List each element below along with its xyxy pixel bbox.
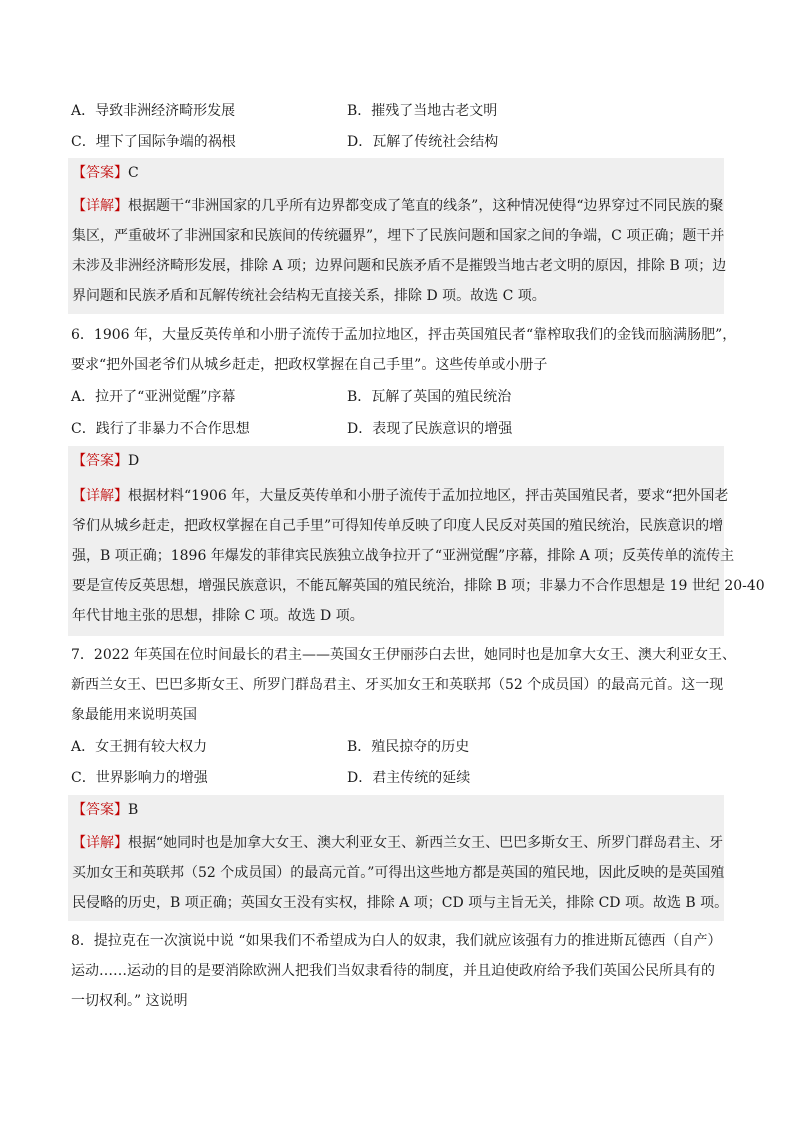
q5-option-c: C．埋下了国际争端的祸根 <box>71 134 236 150</box>
q6-detail-line: 强，B 项正确；1896 年爆发的菲律宾民族独立战争拉开了“亚洲觉醒”序幕，排除 A 项；反英传单的流传主 <box>72 548 735 564</box>
q6-detail-tag: 【详解】 <box>72 488 128 504</box>
q5-detail <box>68 188 727 314</box>
q7-option-c: C．世界影响力的增强 <box>71 770 208 786</box>
q5-detail-tag: 【详解】 <box>72 198 128 214</box>
q7-stem-line: 新西兰女王、巴巴多斯女王、所罗门群岛君主、牙买加女王和英联邦（52 个成员国）的最高元首。这一现 <box>71 677 724 693</box>
q5-detail-line: 界问题和民族矛盾和瓦解传统社会结构无直接关系，排除 D 项。故选 C 项。 <box>72 288 546 304</box>
q6-stem-line: 要求“把外国老爷们从城乡赶走，把政权掌握在自己手里”。这些传单或小册子 <box>71 357 548 373</box>
q5-option-b: B．摧残了当地古老文明 <box>347 103 498 119</box>
q5-answer-value: C <box>128 165 139 181</box>
q7-options-row-1 <box>71 735 731 759</box>
q6-detail-line: 年代甘地主张的思想，排除 C 项。故选 D 项。 <box>72 608 364 624</box>
q5-detail-line: 根据题干“非洲国家的几乎所有边界都变成了笔直的线条”，这种情况使得“边界穿过不同民族的聚 <box>128 198 724 214</box>
q6-option-a: A．拉开了“亚洲觉醒”序幕 <box>71 389 236 405</box>
q6-option-b: B．瓦解了英国的殖民统治 <box>347 389 512 405</box>
q7-detail-line: 买加女王和英联邦（52 个成员国）的最高元首。”可得出这些地方都是英国的殖民地，因此反映的是英国殖 <box>72 865 725 881</box>
q7-stem-line: 象最能用来说明英国 <box>71 707 197 723</box>
q5-options-row-2 <box>71 130 731 154</box>
q7-option-d: D．君主传统的延续 <box>347 770 471 786</box>
q5-answer-tag: 【答案】 <box>72 165 128 181</box>
q6-stem <box>71 320 737 380</box>
q5-detail-line: 未涉及非洲经济畸形发展，排除 A 项；边界问题和民族矛盾不是摧毁当地古老文明的原因，排除 B 项；边 <box>72 258 727 274</box>
q6-detail-line: 爷们从城乡赶走，把政权掌握在自己手里”可得知传单反映了印度人民反对英国的殖民统治，民族意识的增 <box>72 518 724 534</box>
q7-option-b: B．殖民掠夺的历史 <box>347 739 470 755</box>
q7-stem-line: 7．2022 年英国在位时间最长的君主——英国女王伊丽莎白去世，她同时也是加拿大女王、澳大利亚女王、 <box>71 647 736 663</box>
q7-answer <box>68 795 724 825</box>
q8-stem <box>71 926 727 1016</box>
q6-option-c: C．践行了非暴力不合作思想 <box>71 421 250 437</box>
q6-detail-line: 根据材料“1906 年，大量反英传单和小册子流传于孟加拉地区，抨击英国殖民者，要求“把外国老 <box>128 488 729 504</box>
q8-stem-line: 8．提拉克在一次演说中说 “如果我们不希望成为白人的奴隶，我们就应该强有力的推进斯瓦德西（自产） <box>71 933 722 949</box>
q7-detail-line: 根据“她同时也是加拿大女王、澳大利亚女王、新西兰女王、巴巴多斯女王、所罗门群岛君主、牙 <box>128 835 724 851</box>
q6-detail-line: 要是宣传反英思想，增强民族意识，不能瓦解英国的殖民统治，排除 B 项；非暴力不合作思想是 19 世纪 20-40 <box>72 578 765 594</box>
q7-detail <box>68 825 729 921</box>
q6-options-row-1 <box>71 385 731 409</box>
q6-stem-line: 6．1906 年，大量反英传单和小册子流传于孟加拉地区，抨击英国殖民者“靠榨取我们的金钱而脑满肠肥”， <box>71 327 737 343</box>
q6-detail <box>68 476 765 636</box>
q7-stem <box>71 640 736 730</box>
q7-answer-tag: 【答案】 <box>72 802 128 818</box>
q7-options-row-2 <box>71 766 731 790</box>
q7-detail-tag: 【详解】 <box>72 835 128 851</box>
q6-answer-tag: 【答案】 <box>72 453 128 469</box>
q5-option-d: D．瓦解了传统社会结构 <box>347 134 499 150</box>
q5-options-row-1 <box>71 99 731 123</box>
q7-detail-line: 民侵略的历史，B 项正确；英国女王没有实权，排除 A 项；CD 项与主旨无关，排除 CD 项。故选 B 项。 <box>72 895 729 911</box>
q6-answer-value: D <box>128 453 140 469</box>
q5-detail-line: 集区，严重破坏了非洲国家和民族间的传统疆界”，埋下了民族问题和国家之间的争端，C 项正确；题干并 <box>72 228 725 244</box>
q6-option-d: D．表现了民族意识的增强 <box>347 421 513 437</box>
q7-option-a: A．女王拥有较大权力 <box>71 739 208 755</box>
q8-stem-line: 一切权利。” 这说明 <box>71 993 188 1009</box>
q8-stem-line: 运动……运动的目的是要消除欧洲人把我们当奴隶看待的制度，并且迫使政府给予我们英国公民所具有的 <box>71 963 715 979</box>
q6-options-row-2 <box>71 417 731 441</box>
q6-answer <box>68 446 724 476</box>
q5-answer <box>68 158 724 188</box>
q7-answer-value: B <box>128 802 139 818</box>
q5-option-a: A．导致非洲经济畸形发展 <box>71 103 236 119</box>
